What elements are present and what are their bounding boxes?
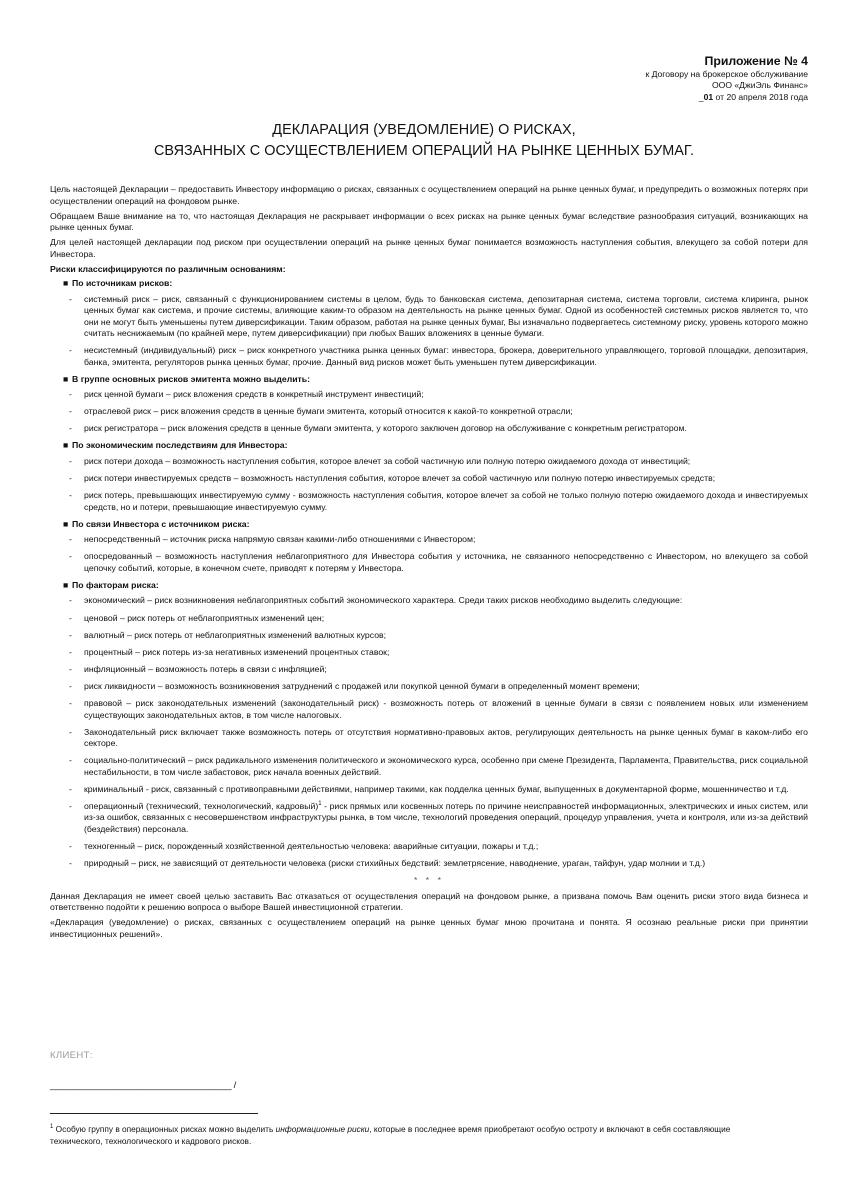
list-item bbox=[69, 534, 808, 546]
operational-text-start: операционный (технический, технологический, кадровый) bbox=[84, 800, 319, 811]
list-relation bbox=[50, 534, 808, 574]
list-item-text: системный риск – риск, связанный с функционированием системы в целом, будь то банковская система, депозитарная система, система торговли, система клиринга, рынок ценных бумаг как система, и прочие системы, влияющие каким-то образом на деятельность на рынке ценных бумаг. Одной из особенностей системных рисков является то, что они не могут быть уменьшены путем диверсификации. Таким образом, работая на рынке ценных бумаг, Вы изначально подвергаетесь системному риску, уровень которого можно считать неснижаемым (по крайней мере, путем диверсификации) при любых Ваших вложениях в ценные бумаги. bbox=[84, 293, 808, 338]
dash-icon: - bbox=[69, 800, 72, 811]
list-sources bbox=[50, 294, 808, 369]
list-item bbox=[69, 389, 808, 401]
list-item bbox=[69, 490, 808, 513]
list-item-text: риск регистратора – риск вложения средств в ценные бумаги эмитента, у которого заключен договор на обслуживание с конкретным регистратором. bbox=[84, 423, 687, 434]
list-factors bbox=[50, 595, 808, 869]
dash-icon: - bbox=[69, 783, 72, 794]
list-item-operational bbox=[69, 800, 808, 836]
group-heading-issuer bbox=[50, 374, 808, 386]
group-heading-label: По связи Инвестора с источником риска: bbox=[72, 518, 250, 529]
dash-icon: - bbox=[69, 455, 72, 466]
list-item bbox=[69, 858, 808, 870]
dash-icon: - bbox=[69, 293, 72, 304]
list-item bbox=[69, 646, 808, 659]
appendix-number-date bbox=[448, 92, 808, 103]
list-item-text: риск ценной бумаги – риск вложения средств в конкретный инструмент инвестиций; bbox=[84, 389, 424, 400]
appendix-header bbox=[448, 54, 808, 103]
appendix-title: Приложение № 4 bbox=[704, 54, 808, 68]
list-item bbox=[69, 629, 808, 642]
client-label: КЛИЕНТ: bbox=[50, 1050, 93, 1061]
footnote-text-start: Особую группу в операционных рисках можно выделить bbox=[53, 1124, 276, 1134]
footnote-divider bbox=[50, 1113, 258, 1114]
list-item-text: инфляционный – возможность потерь в связи с инфляцией; bbox=[84, 663, 327, 674]
dash-icon: - bbox=[69, 534, 72, 545]
list-item bbox=[69, 595, 808, 607]
dash-icon: - bbox=[69, 680, 72, 691]
dash-icon: - bbox=[69, 551, 72, 562]
footnote-mark: 1 bbox=[50, 1124, 54, 1131]
list-item-text: непосредственный – источник риска напрямую связан какими-либо отношениями с Инвестором; bbox=[84, 534, 476, 545]
list-item bbox=[69, 423, 808, 435]
list-item-text: криминальный - риск, связанный с противоправными действиями, например такими, как подделка ценных бумаг, выпущенных в документарной форме, мошенничество и т.д. bbox=[84, 783, 789, 794]
list-item bbox=[69, 840, 808, 853]
group-heading-relation bbox=[50, 519, 808, 531]
bullet-icon: ■ bbox=[63, 373, 69, 384]
list-item bbox=[69, 473, 808, 485]
intro-paragraph: Обращаем Ваше внимание на то, что настоящая Декларация не раскрывает информации о всех рисках на рынке ценных бумаг вследствие разнообразия ситуаций, возникающих на рынке ценных бумаг. bbox=[50, 210, 808, 232]
list-item-text: ценовой – риск потерь от неблагоприятных изменений цен; bbox=[84, 612, 325, 623]
footnote-reference: 1 bbox=[318, 800, 322, 807]
dash-icon: - bbox=[69, 646, 72, 657]
intro-paragraph: Для целей настоящей декларации под риском при осуществлении операций на рынке ценных бумаг понимается возможность наступления события, влекущего за собой потери для Инвестора. bbox=[50, 237, 808, 259]
list-item-text: природный – риск, не зависящий от деятельности человека (риски стихийных бедствий: землетрясение, наводнение, ураган, тайфун, удар молнии и т.д.) bbox=[84, 858, 706, 869]
list-item-text: Законодательный риск включает также возможность потерь от отсутствия нормативно-правовых актов, регулирующих деятельность на рынке ценных бумаг в каком-либо его секторе. bbox=[84, 726, 808, 749]
dash-icon: - bbox=[69, 698, 72, 708]
list-item bbox=[69, 680, 808, 693]
bullet-icon: ■ bbox=[63, 440, 69, 451]
list-item-text: отраслевой риск – риск вложения средств в ценные бумаги эмитента, который относится к какой-то конкретной отрасли; bbox=[84, 406, 573, 417]
list-item-text: экономический – риск возникновения неблагоприятных событий экономического характера. Среди таких рисков необходимо выделить следующие: bbox=[84, 595, 683, 606]
bullet-icon: ■ bbox=[63, 518, 69, 529]
dash-icon: - bbox=[69, 612, 72, 623]
list-item-text: процентный – риск потерь из-за негативных изменений процентных ставок; bbox=[84, 646, 390, 657]
list-item-text: риск потери инвестируемых средств – возможность наступления события, которое влечет за собой частичную или полную потерю инвестируемых средств; bbox=[84, 473, 716, 484]
list-item-text: социально-политический – риск радикального изменения политического и экономического курса, особенно при смене Президента, Парламента, Правительства, риск социальной нестабильности, в том числе забастовок, риск начала военных действий. bbox=[84, 755, 808, 777]
dash-icon: - bbox=[69, 726, 72, 737]
document-title-line1: ДЕКЛАРАЦИЯ (УВЕДОМЛЕНИЕ) О РИСКАХ, bbox=[272, 122, 576, 138]
list-item-text: несистемный (индивидуальный) риск – риск конкретного участника рынка ценных бумаг: инвестора, брокера, доверительного управляющего, торговой площадки, депозитария, банка, эмитента, регуляторов рынка ценных бумаг, прочие. Данный вид рисков может быть уменьшен путем диверсификации. bbox=[84, 345, 808, 367]
list-item bbox=[69, 293, 808, 340]
list-item bbox=[69, 612, 808, 625]
list-item bbox=[69, 551, 808, 574]
signature-line: ____________________________________ / bbox=[50, 1080, 237, 1091]
dash-icon: - bbox=[69, 629, 72, 640]
footnote-text-end: , которые в последнее время приобретают особую остроту и включают в себя составляющие технического, технологического и кадрового рисков. bbox=[50, 1124, 731, 1146]
appendix-number: 01 bbox=[703, 91, 714, 102]
list-item-text: валютный – риск потерь от неблагоприятных изменений валютных курсов; bbox=[84, 629, 387, 640]
dash-icon: - bbox=[69, 389, 72, 400]
dash-icon: - bbox=[69, 345, 72, 356]
footnote-italic-term: информационные риски bbox=[275, 1124, 370, 1134]
list-item-text: риск потери дохода – возможность наступления события, которое влечет за собой частичную или полную потерю ожидаемого дохода от инвестиций; bbox=[84, 455, 691, 466]
list-economic bbox=[50, 456, 808, 513]
group-heading-sources bbox=[50, 278, 808, 290]
footnote bbox=[50, 1124, 770, 1147]
group-heading-label: По источникам рисков: bbox=[72, 278, 173, 288]
intro-paragraph: Цель настоящей Декларации – предоставить Инвестору информацию о рисках, связанных с осуществлением операций на рынке ценных бумаг, и предупредить о возможных потерях при осуществлении операций на фондовом рынке. bbox=[50, 184, 808, 206]
section-separator: * * * bbox=[414, 875, 444, 886]
appendix-date: от 20 апреля 2018 года bbox=[713, 91, 808, 102]
list-item bbox=[69, 726, 808, 750]
operational-text-end: - риск прямых или косвенных потерь по причине неисправностей информационных, электрических и иных систем, или из-за ошибок, связанных с несовершенством инфраструктуры рынка, в том числе, технологий проведения операций, процедур управления, учета и контроля, или из-за действий (бездействия) персонала. bbox=[84, 800, 808, 834]
group-heading-label: По факторам риска: bbox=[72, 579, 159, 590]
list-item-text: техногенный – риск, порожденный хозяйственной деятельностью человека: аварийные ситуации, пожары и т.д.; bbox=[84, 840, 539, 851]
dash-icon: - bbox=[69, 840, 72, 851]
dash-icon: - bbox=[69, 423, 72, 434]
document-title bbox=[0, 120, 848, 161]
bullet-icon: ■ bbox=[63, 579, 69, 590]
list-item bbox=[69, 698, 808, 721]
list-item-text: риск потерь, превышающих инвестируемую сумму - возможность наступления события, которое влечет за собой не только полную потерю ожидаемого дохода и инвестируемых средств, но и потери, превышающие инвестируемую сумму. bbox=[84, 490, 808, 512]
dash-icon: - bbox=[69, 473, 72, 484]
list-item-text: опосредованный – возможность наступления неблагоприятного для Инвестора события у источника, не связанного непосредственно с Инвестором, но влекущего за собой цепочку событий, которые, в конечном счете, приводят к потерям у Инвестора. bbox=[84, 551, 808, 573]
list-item-text: риск ликвидности – возможность возникновения затруднений с продажей или покупкой ценной бумаги в определенный момент времени; bbox=[84, 680, 640, 691]
group-heading-label: В группе основных рисков эмитента можно выделить: bbox=[72, 373, 311, 384]
dash-icon: - bbox=[69, 663, 72, 674]
list-item bbox=[69, 755, 808, 778]
group-heading-factors bbox=[50, 580, 808, 592]
list-item bbox=[69, 406, 808, 418]
dash-icon: - bbox=[69, 490, 72, 501]
appendix-contract-line: к Договору на брокерское обслуживание bbox=[645, 69, 808, 79]
list-item bbox=[69, 783, 808, 796]
appendix-number-prefix: _ bbox=[698, 91, 704, 102]
list-item bbox=[69, 663, 808, 676]
dash-icon: - bbox=[69, 406, 72, 417]
list-item bbox=[69, 345, 808, 368]
dash-icon: - bbox=[69, 858, 72, 869]
classification-heading: Риски классифицируются по различным основаниям: bbox=[50, 263, 286, 274]
document-body bbox=[50, 184, 808, 944]
group-heading-economic bbox=[50, 440, 808, 452]
appendix-company-line: ООО «ДжиЭль Финанс» bbox=[711, 80, 808, 91]
list-item-text: правовой – риск законодательных изменений (законодательный риск) - возможность потерь от вложений в ценные бумаги в связи с появлением новых или изменением существующих законодательных актов, в том числе налоговых. bbox=[84, 698, 808, 720]
list-item bbox=[69, 455, 808, 468]
closing-paragraph: Данная Декларация не имеет своей целью заставить Вас отказаться от осуществления операций на фондовом рынке, а призвана помочь Вам оценить риски этого вида бизнеса и ответственно подойти к решению вопроса о выборе Вашей инвестиционной стратегии. bbox=[50, 890, 808, 913]
dash-icon: - bbox=[69, 595, 72, 606]
acknowledgement-paragraph: «Декларация (уведомление) о рисках, связанных с осуществлением операций на рынке ценных бумаг мною прочитана и понята. Я осознаю реальные риски при принятии инвестиционных решений». bbox=[50, 917, 808, 939]
dash-icon: - bbox=[69, 755, 72, 766]
list-issuer bbox=[50, 389, 808, 435]
bullet-icon: ■ bbox=[63, 278, 69, 288]
document-title-line2: СВЯЗАННЫХ С ОСУЩЕСТВЛЕНИЕМ ОПЕРАЦИЙ НА РЫНКЕ ЦЕННЫХ БУМАГ. bbox=[153, 142, 695, 159]
group-heading-label: По экономическим последствиям для Инвестора: bbox=[72, 440, 288, 451]
